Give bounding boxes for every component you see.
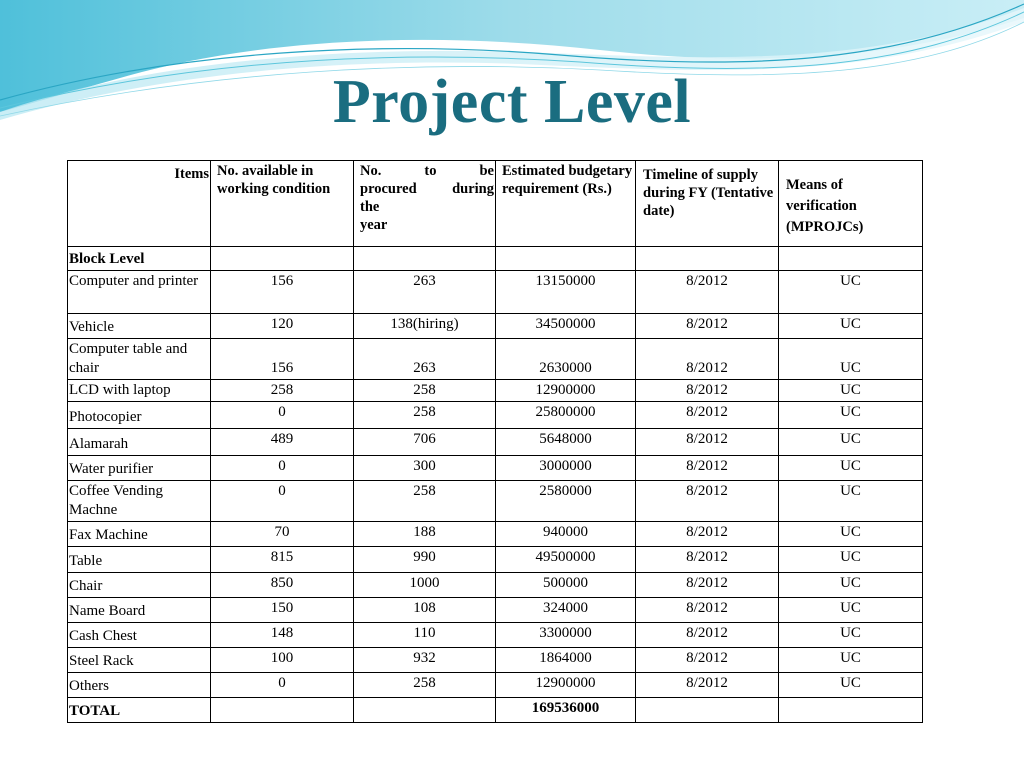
- cell-means: UC: [779, 673, 923, 698]
- cell-budget: 5648000: [496, 429, 636, 456]
- cell-budget: 25800000: [496, 402, 636, 429]
- header-procured-line4: year: [360, 217, 388, 233]
- total-empty-cell: [354, 698, 496, 723]
- cell-procured: 258: [354, 673, 496, 698]
- total-empty-cell: [211, 698, 354, 723]
- cell-timeline: 8/2012: [636, 573, 779, 598]
- cell-available: 100: [211, 648, 354, 673]
- header-means: [779, 161, 923, 247]
- header-means-line3: (MPROJCs): [786, 219, 864, 235]
- cell-means: UC: [779, 547, 923, 573]
- cell-procured: 932: [354, 648, 496, 673]
- header-procured-line2: procured during: [360, 181, 494, 197]
- cell-available: 258: [211, 380, 354, 402]
- cell-item: Cash Chest: [68, 623, 211, 648]
- table-row: [68, 522, 923, 547]
- cell-item: Computer and printer: [68, 271, 211, 314]
- section-label: Block Level: [68, 247, 211, 271]
- header-timeline: Timeline of supply during FY (Tentative date): [636, 161, 779, 247]
- cell-timeline: 8/2012: [636, 547, 779, 573]
- cell-timeline: 8/2012: [636, 402, 779, 429]
- total-label: TOTAL: [68, 698, 211, 723]
- cell-item: Fax Machine: [68, 522, 211, 547]
- cell-timeline: 8/2012: [636, 522, 779, 547]
- cell-timeline: 8/2012: [636, 456, 779, 481]
- cell-item: Name Board: [68, 598, 211, 623]
- cell-item: Coffee Vending Machne: [68, 481, 211, 522]
- cell-timeline: 8/2012: [636, 673, 779, 698]
- cell-means: UC: [779, 339, 923, 380]
- table-row: [68, 380, 923, 402]
- cell-procured: 1000: [354, 573, 496, 598]
- page-title: Project Level: [332, 68, 692, 136]
- cell-available: 156: [211, 339, 354, 380]
- cell-procured: 300: [354, 456, 496, 481]
- cell-budget: 3300000: [496, 623, 636, 648]
- cell-budget: 500000: [496, 573, 636, 598]
- cell-budget: 2630000: [496, 339, 636, 380]
- cell-timeline: 8/2012: [636, 623, 779, 648]
- table-row: [68, 673, 923, 698]
- cell-budget: 49500000: [496, 547, 636, 573]
- cell-means: UC: [779, 402, 923, 429]
- cell-budget: 3000000: [496, 456, 636, 481]
- cell-procured: 263: [354, 271, 496, 314]
- cell-means: UC: [779, 456, 923, 481]
- cell-procured: 138(hiring): [354, 314, 496, 339]
- section-empty-cell: [211, 247, 354, 271]
- total-empty-cell: [636, 698, 779, 723]
- cell-timeline: 8/2012: [636, 339, 779, 380]
- cell-item: LCD with laptop: [68, 380, 211, 402]
- cell-procured: 258: [354, 481, 496, 522]
- header-procured-line1: No. to be: [360, 163, 494, 179]
- section-row: [68, 247, 923, 271]
- header-available: No. available in working condition: [211, 161, 354, 247]
- cell-item: Water purifier: [68, 456, 211, 481]
- cell-means: UC: [779, 314, 923, 339]
- cell-item: Vehicle: [68, 314, 211, 339]
- cell-available: 148: [211, 623, 354, 648]
- table-row: [68, 481, 923, 522]
- table-row: [68, 648, 923, 673]
- cell-budget: 940000: [496, 522, 636, 547]
- cell-budget: 12900000: [496, 380, 636, 402]
- table-row: [68, 598, 923, 623]
- cell-procured: 263: [354, 339, 496, 380]
- cell-available: 156: [211, 271, 354, 314]
- total-budget: 169536000: [496, 698, 636, 723]
- cell-means: UC: [779, 380, 923, 402]
- cell-budget: 13150000: [496, 271, 636, 314]
- cell-timeline: 8/2012: [636, 429, 779, 456]
- cell-means: UC: [779, 271, 923, 314]
- table-row: [68, 547, 923, 573]
- cell-procured: 110: [354, 623, 496, 648]
- cell-available: 0: [211, 456, 354, 481]
- table-row: [68, 402, 923, 429]
- header-budget: Estimated budgetary requirement (Rs.): [496, 161, 636, 247]
- total-row: [68, 698, 923, 723]
- header-means-line2: verification: [786, 198, 857, 214]
- cell-budget: 34500000: [496, 314, 636, 339]
- table-row: [68, 339, 923, 380]
- cell-available: 850: [211, 573, 354, 598]
- section-empty-cell: [636, 247, 779, 271]
- header-items: Items: [68, 161, 211, 247]
- cell-item: Computer table and chair: [68, 339, 211, 380]
- cell-procured: 108: [354, 598, 496, 623]
- cell-means: UC: [779, 623, 923, 648]
- table-row: [68, 623, 923, 648]
- cell-available: 150: [211, 598, 354, 623]
- section-empty-cell: [496, 247, 636, 271]
- cell-timeline: 8/2012: [636, 380, 779, 402]
- cell-budget: 12900000: [496, 673, 636, 698]
- cell-available: 0: [211, 673, 354, 698]
- cell-budget: 1864000: [496, 648, 636, 673]
- table-row: [68, 429, 923, 456]
- cell-means: UC: [779, 573, 923, 598]
- cell-timeline: 8/2012: [636, 648, 779, 673]
- cell-item: Alamarah: [68, 429, 211, 456]
- cell-item: Others: [68, 673, 211, 698]
- cell-procured: 990: [354, 547, 496, 573]
- cell-item: Chair: [68, 573, 211, 598]
- table-row: [68, 271, 923, 314]
- cell-procured: 706: [354, 429, 496, 456]
- total-empty-cell: [779, 698, 923, 723]
- cell-timeline: 8/2012: [636, 598, 779, 623]
- cell-available: 815: [211, 547, 354, 573]
- cell-timeline: 8/2012: [636, 481, 779, 522]
- cell-budget: 324000: [496, 598, 636, 623]
- header-procured: [354, 161, 496, 247]
- cell-available: 0: [211, 481, 354, 522]
- cell-item: Steel Rack: [68, 648, 211, 673]
- header-row: [68, 161, 923, 247]
- cell-means: UC: [779, 598, 923, 623]
- cell-means: UC: [779, 481, 923, 522]
- cell-procured: 258: [354, 380, 496, 402]
- header-means-line1: Means of: [786, 177, 843, 193]
- section-empty-cell: [779, 247, 923, 271]
- cell-item: Photocopier: [68, 402, 211, 429]
- cell-timeline: 8/2012: [636, 314, 779, 339]
- cell-item: Table: [68, 547, 211, 573]
- table-row: [68, 573, 923, 598]
- cell-available: 120: [211, 314, 354, 339]
- cell-available: 0: [211, 402, 354, 429]
- cell-means: UC: [779, 429, 923, 456]
- cell-budget: 2580000: [496, 481, 636, 522]
- cell-means: UC: [779, 648, 923, 673]
- table-row: [68, 456, 923, 481]
- header-procured-line3: the: [360, 199, 380, 215]
- cell-procured: 188: [354, 522, 496, 547]
- cell-available: 70: [211, 522, 354, 547]
- cell-timeline: 8/2012: [636, 271, 779, 314]
- project-level-table: [67, 160, 923, 723]
- table-row: [68, 314, 923, 339]
- cell-available: 489: [211, 429, 354, 456]
- cell-means: UC: [779, 522, 923, 547]
- cell-procured: 258: [354, 402, 496, 429]
- section-empty-cell: [354, 247, 496, 271]
